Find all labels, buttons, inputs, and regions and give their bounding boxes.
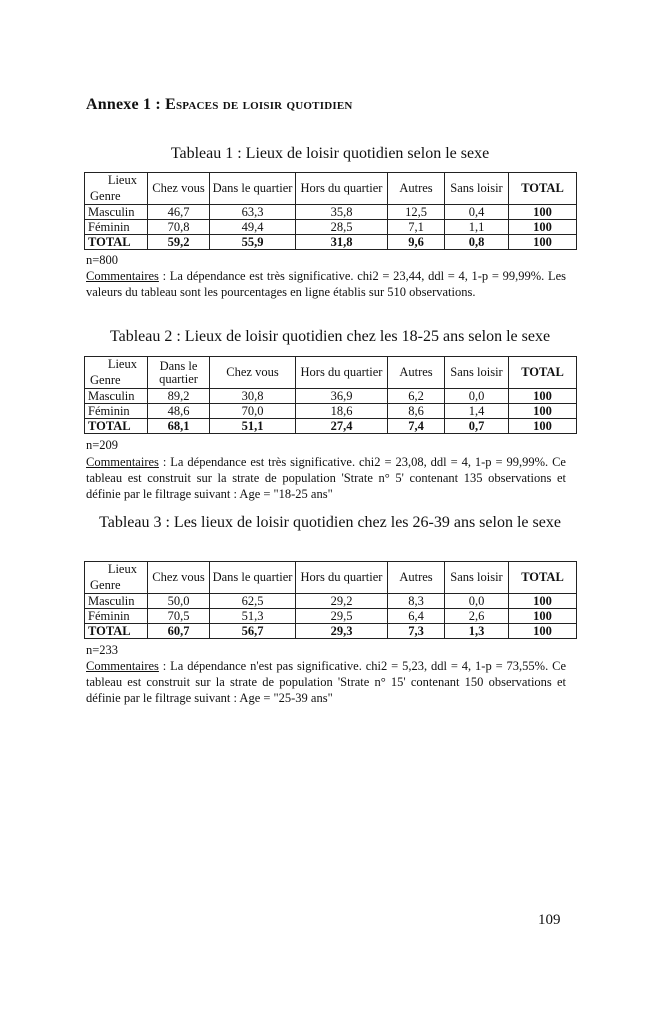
table-cell: 70,8: [148, 220, 210, 235]
table-cell-total: 100: [509, 389, 577, 404]
column-header: Dans le quartier: [210, 562, 296, 594]
table-cell: 59,2: [148, 235, 210, 250]
table-cell-total: 100: [509, 235, 577, 250]
table-cell: 1,4: [445, 404, 509, 419]
corner-top-label: Lieux: [107, 357, 137, 371]
table-cell: 12,5: [388, 205, 445, 220]
column-header: Autres: [388, 357, 445, 389]
column-header: Autres: [388, 173, 445, 205]
table-cell: 70,5: [148, 609, 210, 624]
table-cell: 7,4: [388, 419, 445, 434]
table-row: [85, 594, 577, 609]
row-label: Féminin: [85, 609, 148, 624]
column-header: Autres: [388, 562, 445, 594]
corner-top-label: Lieux: [107, 562, 137, 576]
table-2-caption: Tableau 2 : Lieux de loisir quotidien chez les 18-25 ans selon le sexe: [109, 328, 551, 345]
table-total-row: [85, 419, 577, 434]
table-cell: 0,0: [445, 389, 509, 404]
table-2-sample-size: n=209: [86, 438, 119, 452]
table-total-row: [85, 235, 577, 250]
table-cell: 62,5: [210, 594, 296, 609]
table-cell: 50,0: [148, 594, 210, 609]
table-cell: 36,9: [296, 389, 388, 404]
table-cell-total: 100: [509, 594, 577, 609]
table-cell: 9,6: [388, 235, 445, 250]
table-row: [85, 205, 577, 220]
table-cell: 30,8: [210, 389, 296, 404]
table-1-sample-size: n=800: [86, 253, 119, 267]
page-number: 109: [538, 912, 561, 928]
column-header-total: TOTAL: [509, 357, 577, 389]
column-header: Chez vous: [148, 562, 210, 594]
table-cell: 63,3: [210, 205, 296, 220]
annex-heading-title: Espaces de loisir quotidien: [165, 96, 353, 113]
table-1: [84, 172, 577, 250]
comment-label: Commentaires: [86, 269, 159, 283]
table-cell: 60,7: [148, 624, 210, 639]
table-cell-total: 100: [509, 220, 577, 235]
table-1-comment: [86, 268, 566, 300]
table-cell-total: 100: [509, 205, 577, 220]
table-cell: 29,5: [296, 609, 388, 624]
row-label: TOTAL: [85, 419, 148, 434]
column-header: Hors du quartier: [296, 562, 388, 594]
table-header-row: [85, 357, 577, 389]
table-cell: 31,8: [296, 235, 388, 250]
row-label: Masculin: [85, 205, 148, 220]
table-2: [84, 356, 577, 434]
table-cell: 18,6: [296, 404, 388, 419]
column-header: Dans le quartier: [210, 173, 296, 205]
column-header: Sans loisir: [445, 173, 509, 205]
table-header-row: [85, 173, 577, 205]
table-3-sample-size: n=233: [86, 643, 119, 657]
table-cell: 46,7: [148, 205, 210, 220]
column-header: Hors du quartier: [296, 173, 388, 205]
corner-bottom-label: Genre: [90, 578, 121, 592]
table-2-comment: [86, 454, 566, 502]
corner-cell: [85, 562, 148, 594]
table-cell: 8,6: [388, 404, 445, 419]
table-cell: 27,4: [296, 419, 388, 434]
table-cell: 2,6: [445, 609, 509, 624]
table-cell: 7,3: [388, 624, 445, 639]
corner-cell: [85, 357, 148, 389]
row-label: Masculin: [85, 389, 148, 404]
table-cell: 48,6: [148, 404, 210, 419]
table-cell-total: 100: [509, 609, 577, 624]
table-cell: 28,5: [296, 220, 388, 235]
table-cell: 49,4: [210, 220, 296, 235]
table-row: [85, 404, 577, 419]
table-cell: 35,8: [296, 205, 388, 220]
row-label: Masculin: [85, 594, 148, 609]
corner-cell: [85, 173, 148, 205]
table-cell: 6,2: [388, 389, 445, 404]
row-label: Féminin: [85, 220, 148, 235]
table-cell: 70,0: [210, 404, 296, 419]
column-header: Hors du quartier: [296, 357, 388, 389]
table-cell: 51,3: [210, 609, 296, 624]
table-cell: 55,9: [210, 235, 296, 250]
corner-bottom-label: Genre: [90, 189, 121, 203]
column-header: Sans loisir: [445, 562, 509, 594]
annex-heading: [86, 96, 353, 114]
table-3-comment: [86, 658, 566, 706]
table-row: [85, 389, 577, 404]
table-cell: 0,4: [445, 205, 509, 220]
table-cell: 0,7: [445, 419, 509, 434]
table-cell-total: 100: [509, 624, 577, 639]
table-cell: 7,1: [388, 220, 445, 235]
table-cell: 6,4: [388, 609, 445, 624]
table-1-caption: Tableau 1 : Lieux de loisir quotidien selon le sexe: [170, 145, 490, 162]
table-3-caption: Tableau 3 : Les lieux de loisir quotidien chez les 26-39 ans selon le sexe: [99, 514, 561, 531]
column-header-total: TOTAL: [509, 562, 577, 594]
corner-bottom-label: Genre: [90, 373, 121, 387]
annex-heading-number: Annexe 1 :: [86, 96, 166, 113]
table-cell: 89,2: [148, 389, 210, 404]
table-cell: 8,3: [388, 594, 445, 609]
table-3: [84, 561, 577, 639]
table-cell: 68,1: [148, 419, 210, 434]
column-header: Chez vous: [148, 173, 210, 205]
comment-text: : La dépendance n'est pas significative. chi2 = 5,23, ddl = 4, 1-p = 73,55%. Ce tableau est construit sur la strate de population 'Strate n° 15' contenant 150 observations et définie par le filtrage suivant : Age = "25-39 ans": [86, 659, 566, 705]
table-cell: 29,3: [296, 624, 388, 639]
table-header-row: [85, 562, 577, 594]
table-cell: 0,0: [445, 594, 509, 609]
comment-text: : La dépendance est très significative. chi2 = 23,08, ddl = 4, 1-p = 99,99%. Ce tableau est construit sur la strate de population 'Strate n° 5' contenant 135 observations et définie par le filtrage suivant : Age = "18-25 ans": [86, 455, 566, 501]
row-label: TOTAL: [85, 235, 148, 250]
table-cell: 29,2: [296, 594, 388, 609]
table-cell: 51,1: [210, 419, 296, 434]
table-cell: 1,3: [445, 624, 509, 639]
comment-label: Commentaires: [86, 455, 159, 469]
table-cell-total: 100: [509, 419, 577, 434]
corner-top-label: Lieux: [107, 173, 137, 187]
column-header: Dans le quartier: [148, 357, 210, 389]
table-cell: 0,8: [445, 235, 509, 250]
column-header: Chez vous: [210, 357, 296, 389]
table-cell: 56,7: [210, 624, 296, 639]
table-cell-total: 100: [509, 404, 577, 419]
table-row: [85, 609, 577, 624]
comment-label: Commentaires: [86, 659, 159, 673]
table-cell: 1,1: [445, 220, 509, 235]
column-header-total: TOTAL: [509, 173, 577, 205]
table-row: [85, 220, 577, 235]
row-label: Féminin: [85, 404, 148, 419]
column-header: Sans loisir: [445, 357, 509, 389]
comment-text: : La dépendance est très significative. chi2 = 23,44, ddl = 4, 1-p = 99,99%. Les valeurs du tableau sont les pourcentages en ligne établis sur 510 observations.: [86, 269, 566, 299]
row-label: TOTAL: [85, 624, 148, 639]
table-total-row: [85, 624, 577, 639]
